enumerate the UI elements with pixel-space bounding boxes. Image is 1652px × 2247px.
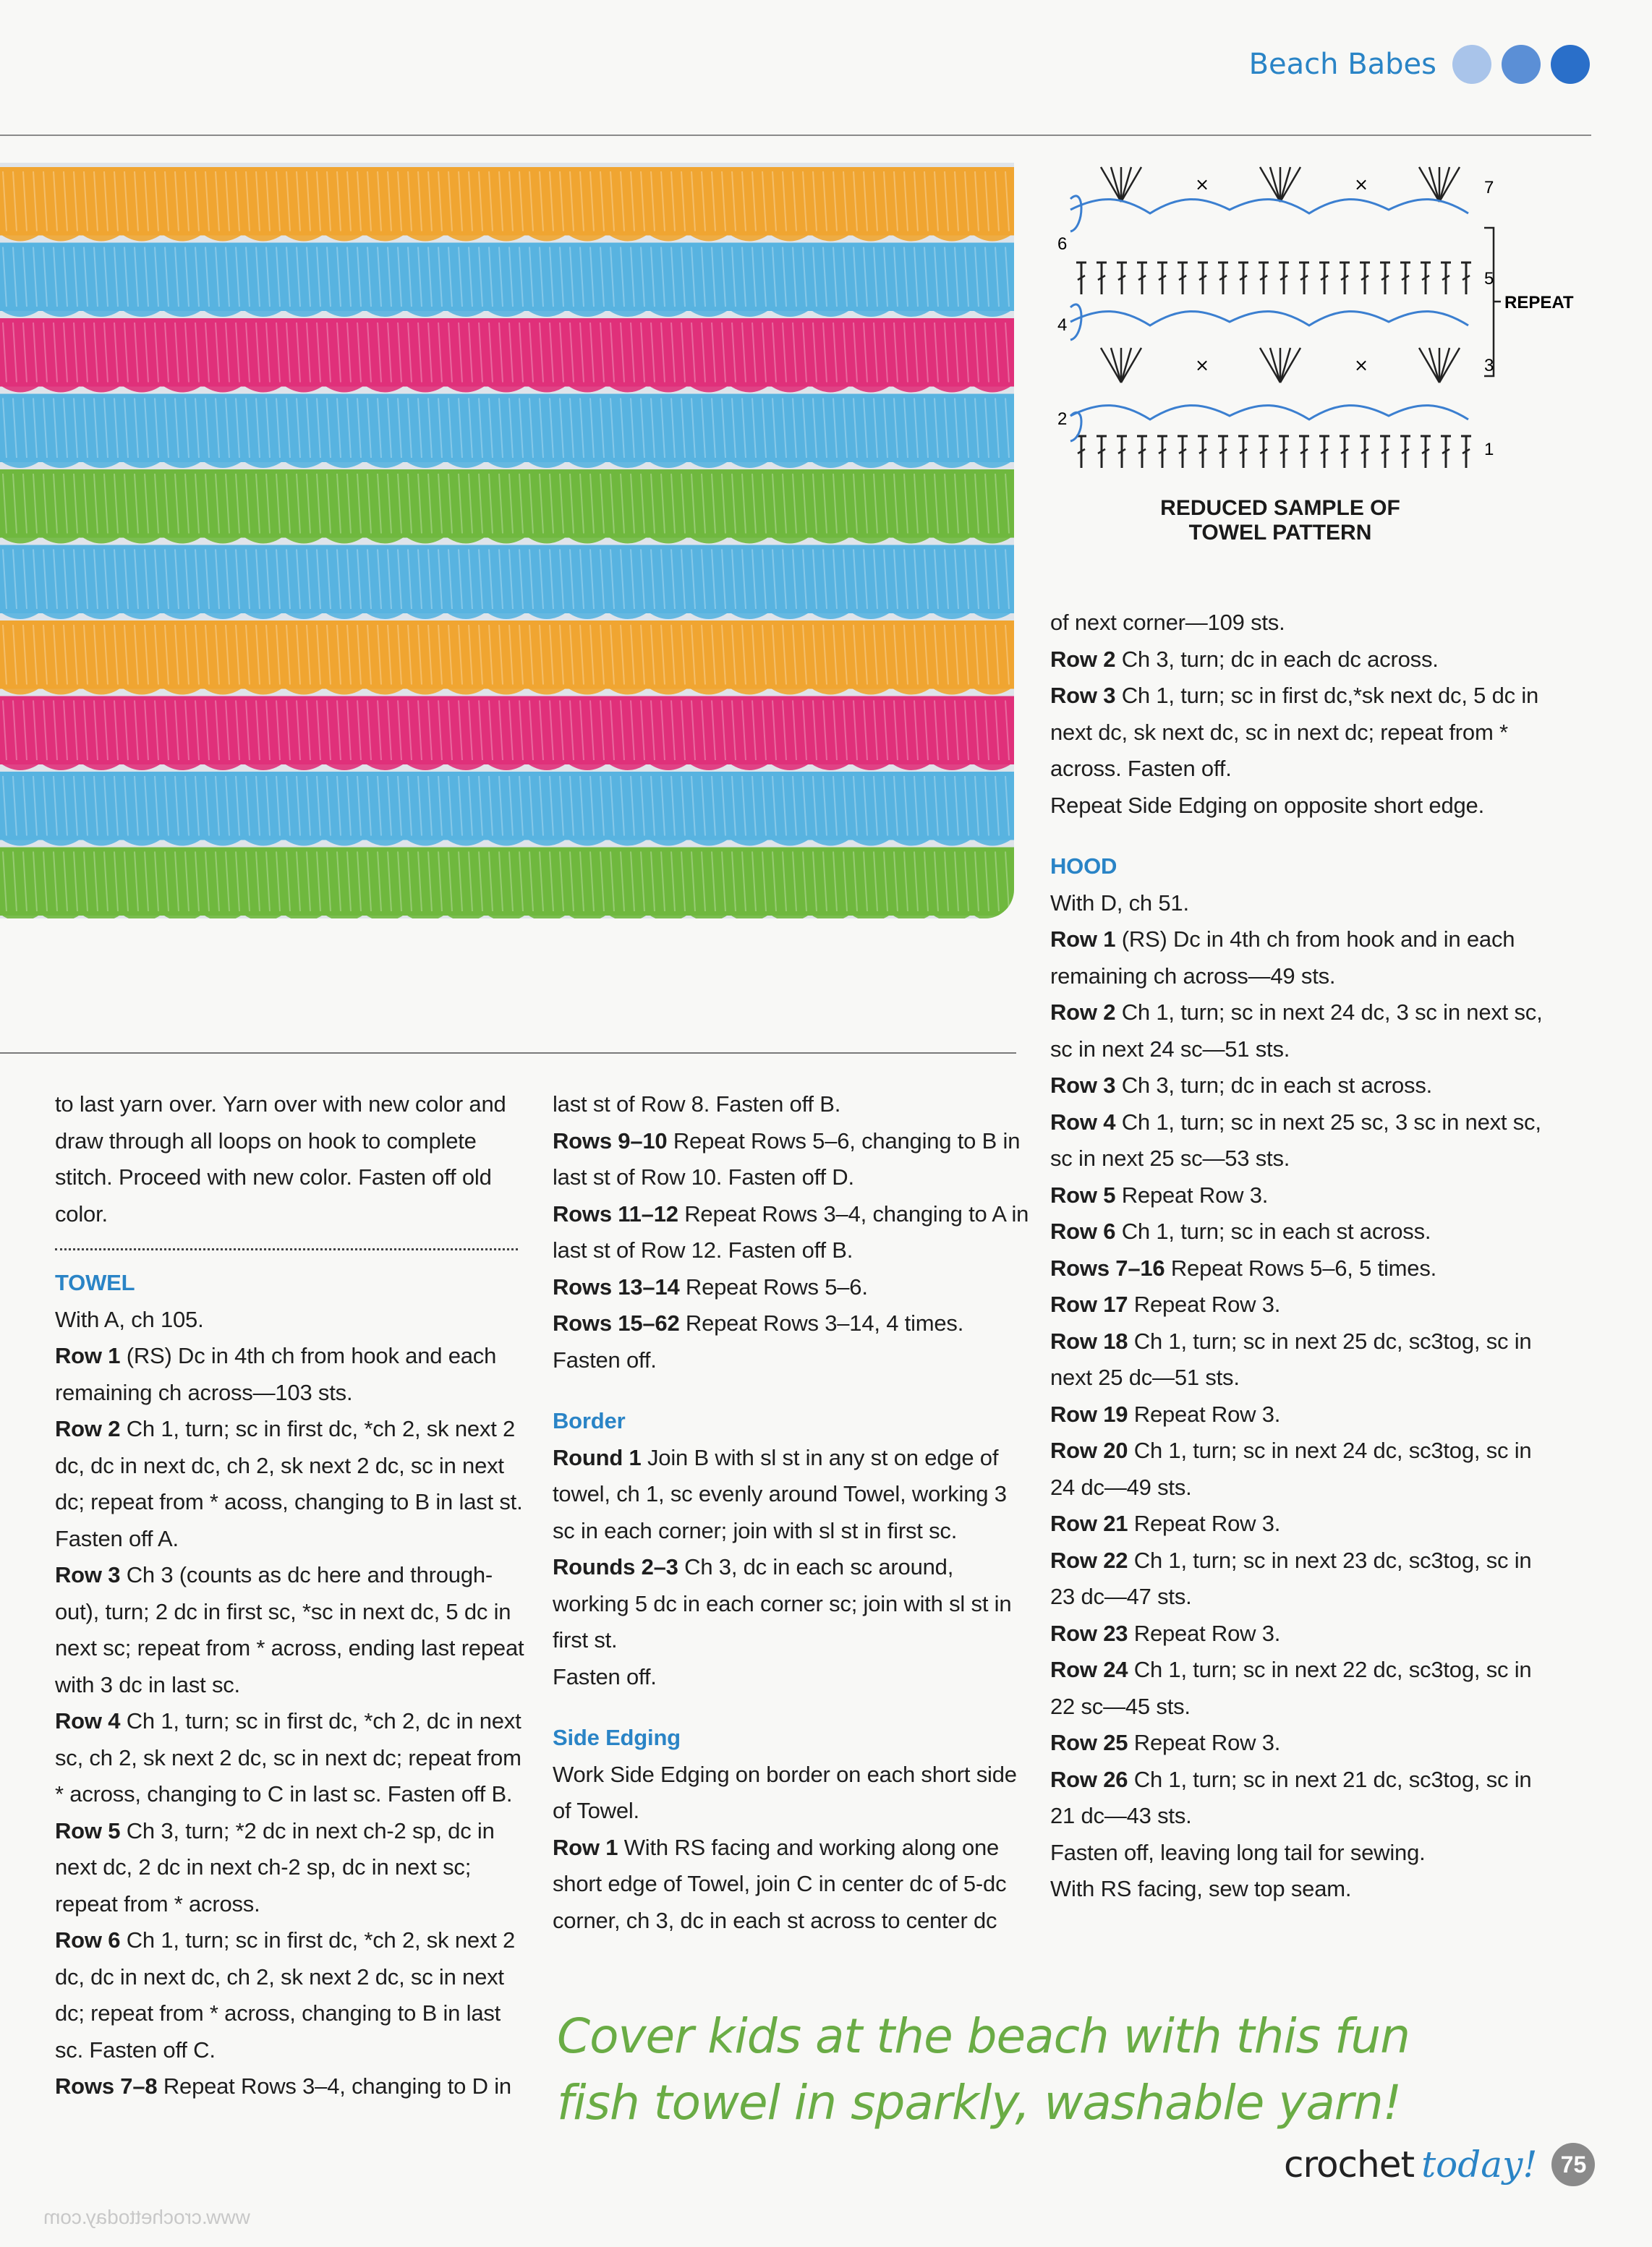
hood-rows <box>1050 921 1557 1835</box>
instruction-text: Ch 3, turn; dc in each dc across. <box>1115 646 1439 672</box>
column-2 <box>553 1086 1030 1939</box>
instruction-row <box>1050 1067 1557 1104</box>
fan-stitch-symbol <box>1270 167 1280 202</box>
instruction-row <box>1050 1543 1557 1616</box>
instruction-label: Round 1 <box>553 1444 642 1470</box>
instruction-text: Repeat Row 3. <box>1128 1620 1281 1646</box>
row-label-7: 7 <box>1484 178 1494 197</box>
yarn-stripe <box>0 318 1014 393</box>
dc-stitch-symbol <box>1340 263 1350 294</box>
instruction-text: Ch 1, turn; sc in next 24 dc, sc3tog, sc in 24 dc—49 sts. <box>1050 1438 1532 1500</box>
instruction-row <box>1050 1250 1557 1287</box>
instruction-row <box>1050 1762 1557 1835</box>
instruction-text: Ch 1, turn; sc in next 24 dc, 3 sc in next sc, sc in next 24 sc—51 sts. <box>1050 999 1543 1062</box>
yarn-stripe <box>0 696 1014 771</box>
yarn-stripe <box>0 545 1014 620</box>
instruction-label: Rows 13–14 <box>553 1274 680 1300</box>
dc-stitch-symbol <box>1259 436 1269 468</box>
dc-stitch-symbol <box>1461 436 1471 468</box>
instruction-text: Ch 1, turn; sc in next 25 sc, 3 sc in next sc, sc in next 25 sc—53 sts. <box>1050 1109 1541 1171</box>
instruction-label: Row 25 <box>1050 1730 1128 1755</box>
diagram-caption <box>1099 496 1461 545</box>
instruction-row <box>1050 1506 1557 1543</box>
sc-stitch-symbol: × <box>1354 355 1369 375</box>
paragraph: of next corner—109 sts. <box>1050 610 1285 635</box>
paragraph: Work Side Edging on border on each short side of Towel. <box>553 1761 1017 1823</box>
instruction-label: Row 2 <box>1050 999 1116 1025</box>
instruction-row <box>553 1549 1030 1659</box>
dc-stitch-symbol <box>1421 436 1431 468</box>
diagram-caption-line2: TOWEL PATTERN <box>1188 521 1372 545</box>
instruction-text: (RS) Dc in 4th ch from hook and each remaining ch across—103 sts. <box>55 1343 497 1405</box>
sc-stitch-symbol: × <box>1195 174 1210 195</box>
dc-stitch-symbol <box>1400 436 1410 468</box>
instruction-label: Row 6 <box>1050 1219 1116 1244</box>
instruction-text: Ch 1, turn; sc in first dc, *ch 2, sk next 2 dc, dc in next dc, ch 2, sk next 2 dc, sc in next dc; repeat from * acoss, changing to B in last st. Fasten off A. <box>55 1416 523 1551</box>
dc-stitch-symbol <box>1441 263 1451 294</box>
dc-stitch-symbol <box>1340 436 1350 468</box>
instruction-label: Rows 7–8 <box>55 2073 158 2099</box>
instruction-label: Row 18 <box>1050 1328 1128 1354</box>
instruction-label: Row 4 <box>55 1708 121 1734</box>
instruction-label: Row 24 <box>1050 1657 1128 1682</box>
fan-stitch-symbol <box>1121 348 1141 383</box>
instruction-row <box>55 1813 532 1923</box>
dc-stitch-symbol <box>1076 436 1086 468</box>
fan-stitch-symbol <box>1280 167 1300 202</box>
dc-stitch-symbol <box>1319 263 1329 294</box>
section-dots <box>1452 45 1590 84</box>
instruction-row <box>1050 1323 1557 1397</box>
column-1 <box>55 1086 532 2105</box>
dot-icon <box>1502 45 1541 84</box>
dc-stitch-symbol <box>1380 436 1390 468</box>
instruction-label: Row 3 <box>55 1562 121 1587</box>
yarn-stripe <box>0 394 1014 469</box>
fan-stitch-symbol <box>1260 348 1280 383</box>
instruction-text: Ch 1, turn; sc in each st across. <box>1115 1219 1431 1244</box>
column-3 <box>1050 605 1557 1908</box>
yarn-stripe <box>0 469 1014 544</box>
fan-stitch-symbol <box>1260 167 1280 202</box>
instruction-label: Row 2 <box>55 1416 121 1441</box>
paragraph: With A, ch 105. <box>55 1306 204 1332</box>
instruction-row <box>1050 678 1557 788</box>
dc-stitch-symbol <box>1218 436 1228 468</box>
fan-stitch-symbol <box>1439 167 1460 202</box>
dc-stitch-symbol <box>1137 263 1147 294</box>
dc-stitch-symbol <box>1400 263 1410 294</box>
fan-stitch-symbol <box>1439 167 1449 202</box>
instruction-text: Repeat Row 3. <box>1128 1730 1281 1755</box>
brand-word-accent: today! <box>1421 2144 1538 2186</box>
instruction-text: Ch 3, turn; dc in each st across. <box>1115 1073 1433 1098</box>
page-number: 75 <box>1551 2143 1595 2186</box>
section-heading-hood: HOOD <box>1050 853 1117 879</box>
fan-stitch-symbol <box>1429 348 1439 383</box>
instruction-row <box>1050 1397 1557 1433</box>
instruction-row <box>553 1123 1030 1196</box>
instruction-label: Row 22 <box>1050 1547 1128 1573</box>
instruction-label: Row 5 <box>55 1817 121 1843</box>
instruction-label: Rows 15–62 <box>553 1310 680 1336</box>
instruction-row <box>55 1338 532 1411</box>
repeat-label: REPEAT <box>1504 293 1574 312</box>
dc-stitch-symbol <box>1238 436 1248 468</box>
dc-stitch-symbol <box>1117 436 1127 468</box>
instruction-text: Ch 1, turn; sc in first dc, *ch 2, dc in next sc, ch 2, sk next 2 dc, sc in next dc; repeat from * across, changing to C in last sc. Fasten off B. <box>55 1708 521 1807</box>
dc-stitch-symbol <box>1198 263 1208 294</box>
dc-stitch-symbol <box>1097 436 1107 468</box>
instruction-text: Ch 1, turn; sc in next 23 dc, sc3tog, sc in 23 dc—47 sts. <box>1050 1547 1532 1609</box>
instruction-row <box>553 1196 1030 1269</box>
fan-stitch-symbol <box>1439 348 1460 383</box>
fan-stitch-symbol <box>1280 167 1290 202</box>
yarn-stripe <box>0 167 1014 242</box>
paragraph: Fasten off. <box>553 1663 657 1689</box>
dc-stitch-symbol <box>1461 263 1471 294</box>
instruction-text: Repeat Rows 3–4, changing to D in <box>157 2073 511 2099</box>
dc-stitch-symbol <box>1218 263 1228 294</box>
paragraph: to last yarn over. Yarn over with new color and draw through all loops on hook to complete stitch. Proceed with new color. Fasten off old color. <box>55 1091 506 1227</box>
dc-stitch-symbol <box>1198 436 1208 468</box>
instruction-text: Repeat Row 3. <box>1115 1182 1269 1208</box>
section-title: Beach Babes <box>1248 48 1436 81</box>
instruction-text: Ch 3 (counts as dc here and through-out), turn; 2 dc in first sc, *sc in next dc, 5 dc in next sc; repeat from * across, ending last repeat with 3 dc in last sc. <box>55 1562 524 1697</box>
fan-stitch-symbol <box>1111 348 1121 383</box>
dc-stitch-symbol <box>1259 263 1269 294</box>
instruction-text: Repeat Rows 5–6, changing to B in last st of Row 10. Fasten off D. <box>553 1127 1021 1190</box>
instruction-row <box>1050 641 1557 678</box>
instruction-label: Row 26 <box>1050 1766 1128 1792</box>
fan-stitch-symbol <box>1419 167 1439 202</box>
fan-stitch-symbol <box>1101 348 1121 383</box>
instruction-text: Repeat Row 3. <box>1128 1292 1281 1317</box>
row-label-4: 4 <box>1057 315 1068 335</box>
instruction-text: Repeat Row 3. <box>1128 1511 1281 1536</box>
instruction-text: Join B with sl st in any st on edge of towel, ch 1, sc evenly around Towel, working 3 sc in each corner; join with sl st in first sc. <box>553 1444 1007 1543</box>
instruction-text: With RS facing and working along one short edge of Towel, join C in center dc of 5-dc corner, ch 3, dc in each st across to center dc <box>553 1834 1007 1933</box>
dc-stitch-symbol <box>1360 436 1370 468</box>
dc-stitch-symbol <box>1178 436 1188 468</box>
fan-stitch-symbol <box>1121 167 1141 202</box>
section-heading-side-edging: Side Edging <box>553 1725 681 1750</box>
instruction-label: Rows 9–10 <box>553 1127 668 1154</box>
fan-stitch-symbol <box>1111 167 1121 202</box>
instruction-row <box>55 1411 532 1557</box>
yarn-stripe <box>0 243 1014 317</box>
paragraph: Repeat Side Edging on opposite short edge. <box>1050 792 1484 818</box>
yarn-stripe <box>0 621 1014 695</box>
row-label-5: 5 <box>1484 269 1494 289</box>
yarn-stripe <box>0 848 1014 919</box>
yarn-stripe <box>0 772 1014 846</box>
paragraph: last st of Row 8. Fasten off B. <box>553 1091 841 1117</box>
paragraph: With D, ch 51. <box>1050 890 1189 916</box>
brand-word: crochet <box>1284 2144 1415 2186</box>
fan-stitch-symbol <box>1439 348 1449 383</box>
instruction-text: Repeat Rows 5–6. <box>679 1274 868 1300</box>
instruction-row <box>1050 1104 1557 1177</box>
section-heading-border: Border <box>553 1408 626 1433</box>
pull-quote <box>557 2003 1497 2136</box>
instruction-label: Rows 7–16 <box>1050 1255 1165 1281</box>
pull-quote-line: Cover kids at the beach with this fun <box>557 2008 1410 2064</box>
instruction-label: Row 23 <box>1050 1620 1128 1646</box>
instruction-label: Row 4 <box>1050 1109 1116 1135</box>
instruction-label: Row 5 <box>1050 1182 1116 1208</box>
sc-stitch-symbol: × <box>1195 355 1210 375</box>
instruction-row <box>55 1922 532 2068</box>
instruction-row <box>55 1557 532 1703</box>
instruction-label: Row 17 <box>1050 1292 1128 1317</box>
fan-stitch-symbol <box>1270 348 1280 383</box>
instruction-row <box>1050 1652 1557 1725</box>
dc-stitch-symbol <box>1380 263 1390 294</box>
stitch-diagram-svg <box>1042 155 1606 503</box>
dc-stitch-symbol <box>1117 263 1127 294</box>
running-header <box>1249 45 1590 84</box>
instruction-text: (RS) Dc in 4th ch from hook and in each remaining ch across—49 sts. <box>1050 926 1515 989</box>
instruction-row <box>1050 1214 1557 1250</box>
dotted-divider <box>55 1248 518 1250</box>
fan-stitch-symbol <box>1280 348 1300 383</box>
instruction-label: Row 2 <box>1050 646 1116 672</box>
fan-stitch-symbol <box>1419 348 1439 383</box>
instruction-text: Ch 1, turn; sc in first dc, *ch 2, sk next 2 dc, dc in next dc, ch 2, sk next 2 dc, sc in next dc; repeat from * across, changing to B in last sc. Fasten off C. <box>55 1927 516 2063</box>
paragraph: With RS facing, sew top seam. <box>1050 1876 1352 1901</box>
instruction-row <box>55 2068 532 2105</box>
dc-stitch-symbol <box>1076 263 1086 294</box>
instruction-text: Ch 1, turn; sc in next 25 dc, sc3tog, sc in next 25 dc—51 sts. <box>1050 1328 1532 1390</box>
dc-stitch-symbol <box>1097 263 1107 294</box>
instruction-text: Repeat Rows 3–4, changing to A in last st of Row 12. Fasten off B. <box>553 1201 1029 1263</box>
bleed-through-url: www.crochettoday.com <box>43 2206 250 2228</box>
instruction-text: Ch 1, turn; sc in next 21 dc, sc3tog, sc in 21 dc—43 sts. <box>1050 1766 1532 1828</box>
instruction-label: Row 3 <box>1050 1073 1116 1098</box>
towel-photo <box>0 163 1014 918</box>
sc-stitch-symbol: × <box>1354 174 1369 195</box>
instruction-row <box>1050 1433 1557 1506</box>
pull-quote-line: fish towel in sparkly, washable yarn! <box>557 2075 1402 2131</box>
row-label-2: 2 <box>1057 409 1068 429</box>
instruction-row <box>553 1830 1030 1940</box>
header-rule <box>0 135 1591 136</box>
dc-stitch-symbol <box>1319 436 1329 468</box>
paragraph: Fasten off, leaving long tail for sewing. <box>1050 1839 1426 1865</box>
instruction-row <box>1050 1725 1557 1762</box>
dc-stitch-symbol <box>1299 436 1309 468</box>
instruction-label: Row 1 <box>553 1834 618 1860</box>
fan-stitch-symbol <box>1101 167 1121 202</box>
dc-stitch-symbol <box>1157 436 1167 468</box>
instruction-text: Ch 3, turn; *2 dc in next ch-2 sp, dc in next dc, 2 dc in next ch-2 sp, dc in next sc; repeat from * across. <box>55 1817 495 1916</box>
dc-stitch-symbol <box>1238 263 1248 294</box>
instruction-row <box>553 1440 1030 1550</box>
dc-stitch-symbol <box>1137 436 1147 468</box>
instruction-text: Repeat Rows 5–6, 5 times. <box>1165 1255 1437 1281</box>
row-label-3: 3 <box>1484 356 1494 375</box>
dc-stitch-symbol <box>1157 263 1167 294</box>
section-heading-towel: TOWEL <box>55 1270 135 1295</box>
instruction-row <box>1050 921 1557 994</box>
row-label-1: 1 <box>1484 440 1494 459</box>
instruction-row <box>1050 1616 1557 1653</box>
instruction-row <box>1050 1287 1557 1323</box>
row-label-6: 6 <box>1057 234 1068 254</box>
instruction-label: Row 1 <box>1050 926 1116 952</box>
diagram-caption-line1: REDUCED SAMPLE OF <box>1160 496 1400 520</box>
footer-logo <box>1284 2143 1595 2186</box>
dc-stitch-symbol <box>1441 436 1451 468</box>
instruction-text: Ch 1, turn; sc in next 22 dc, sc3tog, sc in 22 sc—45 sts. <box>1050 1657 1532 1719</box>
instruction-label: Row 1 <box>55 1343 121 1368</box>
instruction-label: Row 21 <box>1050 1511 1128 1536</box>
fan-stitch-symbol <box>1429 167 1439 202</box>
instruction-row <box>55 1703 532 1813</box>
dc-stitch-symbol <box>1178 263 1188 294</box>
instruction-row <box>1050 1177 1557 1214</box>
fan-stitch-symbol <box>1121 167 1131 202</box>
instruction-label: Row 6 <box>55 1927 121 1953</box>
paragraph: Fasten off. <box>553 1347 657 1373</box>
dc-stitch-symbol <box>1360 263 1370 294</box>
towel-photo-svg <box>0 163 1014 918</box>
dc-stitch-symbol <box>1299 263 1309 294</box>
instruction-text: Ch 3, dc in each sc around, working 5 dc in each corner sc; join with sl st in first st. <box>553 1554 1012 1653</box>
dc-stitch-symbol <box>1279 263 1289 294</box>
dot-icon <box>1551 45 1590 84</box>
column-rule <box>0 1052 1016 1054</box>
dc-stitch-symbol <box>1421 263 1431 294</box>
fan-stitch-symbol <box>1121 348 1131 383</box>
instruction-text: Repeat Rows 3–14, 4 times. <box>679 1310 964 1336</box>
instruction-row <box>553 1269 1030 1306</box>
instruction-label: Row 3 <box>1050 683 1116 708</box>
instruction-label: Row 19 <box>1050 1401 1128 1427</box>
instruction-label: Row 20 <box>1050 1438 1128 1463</box>
dot-icon <box>1452 45 1491 84</box>
dc-stitch-symbol <box>1279 436 1289 468</box>
instruction-row <box>1050 994 1557 1067</box>
instruction-label: Rounds 2–3 <box>553 1554 678 1579</box>
instruction-text: Ch 1, turn; sc in first dc,*sk next dc, 5 dc in next dc, sk next dc, sc in next dc; repeat from * across. Fasten off. <box>1050 683 1539 781</box>
fan-stitch-symbol <box>1280 348 1290 383</box>
instruction-row <box>553 1305 1030 1342</box>
instruction-label: Rows 11–12 <box>553 1201 678 1227</box>
instruction-text: Repeat Row 3. <box>1128 1401 1281 1427</box>
